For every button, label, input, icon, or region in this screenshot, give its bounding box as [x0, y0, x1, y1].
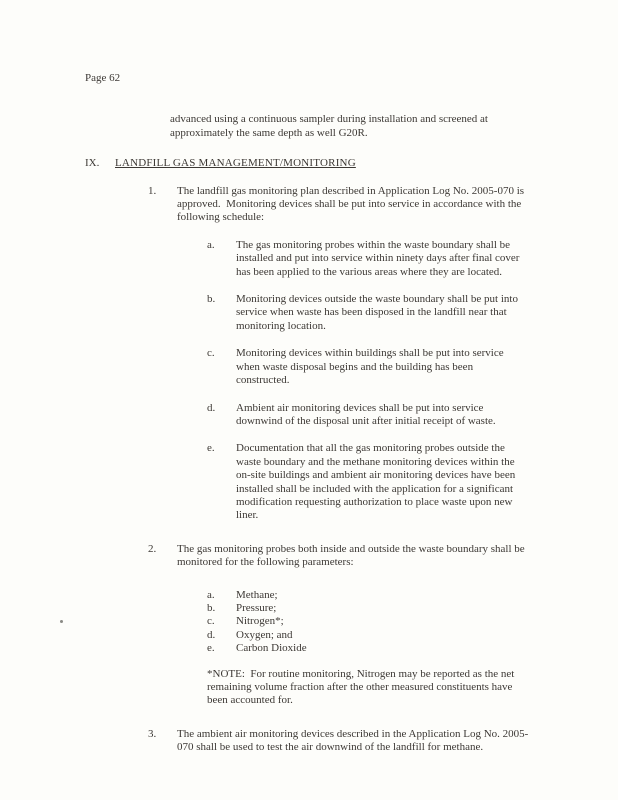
- subitem-letter: c.: [207, 347, 215, 360]
- item-number: 3.: [148, 727, 157, 740]
- subitem-text: Pressure;: [236, 601, 277, 614]
- parameter-item-a: [207, 589, 618, 602]
- numbered-item-1: [85, 185, 618, 523]
- subitem-letter: b.: [207, 293, 216, 306]
- item-text: The landfill gas monitoring plan described in Application Log No. 2005-070 is approved. Monitoring devices shall be put into service in accordance with the following schedule:: [177, 184, 527, 224]
- subitem-letter: a.: [207, 588, 215, 601]
- subitem-letter: e.: [207, 642, 215, 655]
- subitem-letter: a.: [207, 238, 215, 251]
- subitem-text: The gas monitoring probes within the waste boundary shall be installed and put into service within ninety days after final cover has been applied to the various areas where they are located.: [236, 238, 523, 278]
- subitem-text: Methane;: [236, 588, 278, 601]
- parameter-item-b: [207, 602, 618, 615]
- section-heading: [85, 157, 618, 170]
- item-body: [177, 728, 618, 755]
- section-title: LANDFILL GAS MANAGEMENT/MONITORING: [115, 157, 356, 170]
- item-number: 1.: [148, 184, 157, 197]
- scan-artifact-dot: [60, 620, 63, 623]
- lettered-subitem-e: [207, 442, 618, 522]
- parameter-list: [177, 589, 618, 656]
- parameter-item-d: [207, 629, 618, 642]
- subitem-text: Oxygen; and: [236, 628, 293, 641]
- subitem-letter: c.: [207, 615, 215, 628]
- item-body: [177, 543, 618, 708]
- page-number-label: Page 62: [85, 72, 121, 84]
- numbered-item-2: [85, 543, 618, 708]
- subitem-letter: d.: [207, 401, 216, 414]
- subitem-text: Monitoring devices outside the waste boundary shall be put into service when waste has been disposed in the landfill near that monitoring location.: [236, 293, 521, 332]
- item-text: The ambient air monitoring devices described in the Application Log No. 2005-070 shall be used to test the air downwind of the landfill for methane.: [177, 727, 529, 754]
- subitem-text: Ambient air monitoring devices shall be put into service downwind of the disposal unit after initial receipt of waste.: [236, 401, 496, 427]
- subitem-text: Monitoring devices within buildings shall be put into service when waste disposal begins and the building has been constructed.: [236, 347, 507, 387]
- continuation-paragraph: advanced using a continuous sampler during installation and screened at approximately the same depth as well G20R.: [170, 113, 491, 139]
- note-paragraph: *NOTE: For routine monitoring, Nitrogen may be reported as the net remaining volume fraction after the other measured constituents have been accounted for.: [207, 667, 518, 707]
- lettered-subitem-c: [207, 347, 618, 387]
- item-text: The gas monitoring probes both inside and outside the waste boundary shall be monitored for the following parameters:: [177, 542, 528, 569]
- subitem-letter: d.: [207, 628, 216, 641]
- item-number: 2.: [148, 542, 157, 555]
- lettered-subitem-a: [207, 239, 618, 279]
- lettered-subitem-d: [207, 402, 618, 429]
- numbered-item-3: [85, 728, 618, 755]
- subitem-text: Documentation that all the gas monitoring probes outside the waste boundary and the methane monitoring devices within the on-site buildings and ambient air monitoring devices have been installed shall be included with the application for a significant modification requesting authorization to place waste upon new liner.: [236, 442, 518, 522]
- section-number: IX.: [85, 157, 100, 170]
- parameter-item-c: [207, 615, 618, 628]
- item-body: [177, 185, 618, 523]
- subitem-letter: e.: [207, 442, 215, 455]
- parameter-item-e: [207, 642, 618, 655]
- lettered-subitem-b: [207, 293, 618, 333]
- subitem-text: Nitrogen*;: [236, 615, 284, 628]
- subitem-text: Carbon Dioxide: [236, 642, 307, 655]
- subitem-letter: b.: [207, 601, 216, 614]
